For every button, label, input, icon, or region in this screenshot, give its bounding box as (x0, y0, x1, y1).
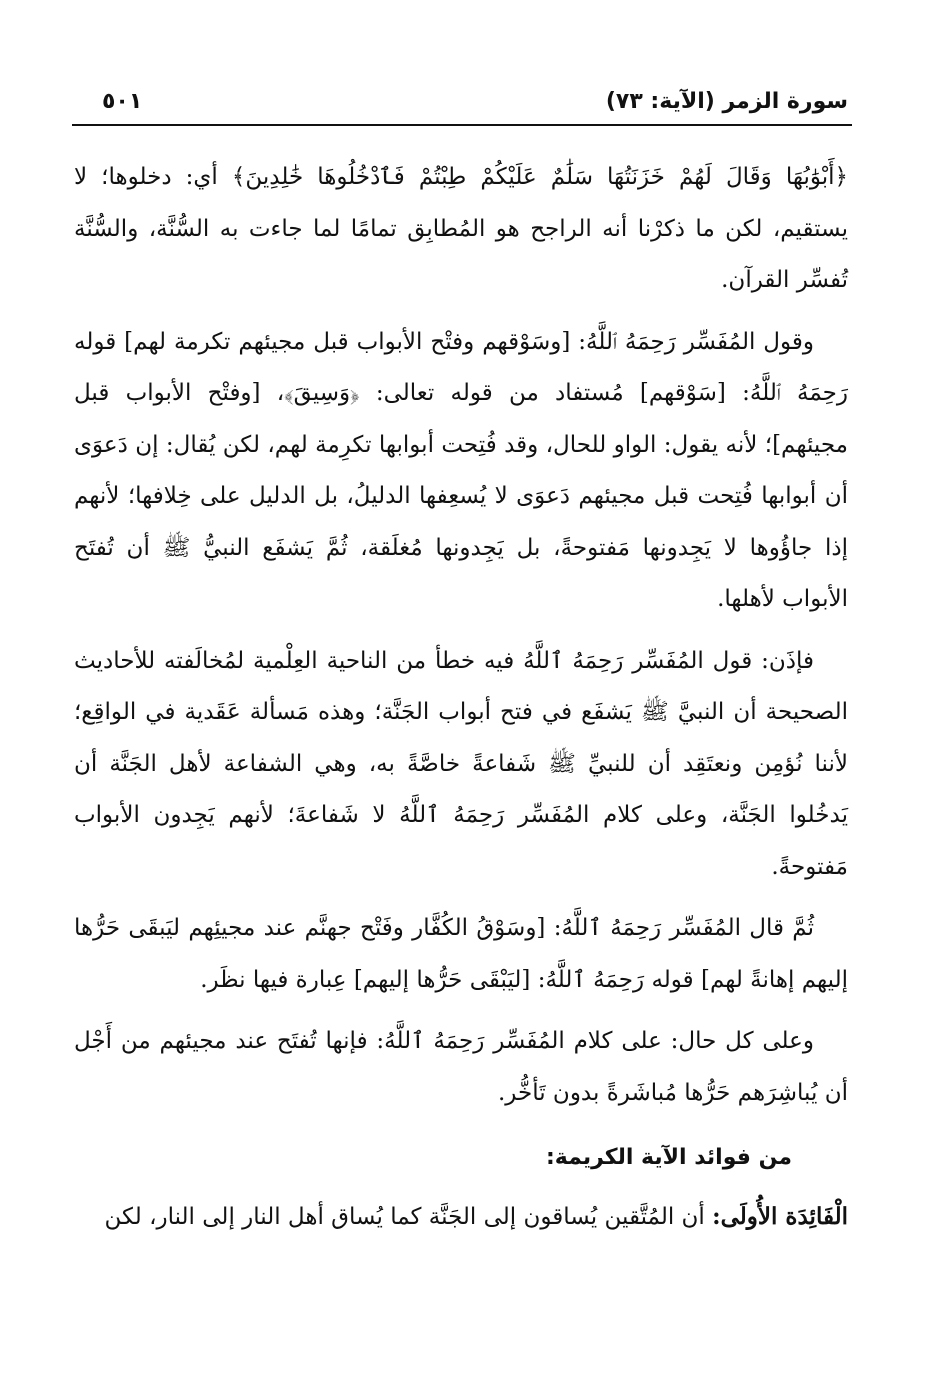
page-header (72, 86, 852, 126)
benefit-text: أن المُتَّقين يُساقون إلى الجَنَّة كما يُساق أهل النار إلى النار، لكن (104, 1204, 705, 1230)
section-heading: من فوائد الآية الكريمة: (545, 1145, 792, 1170)
paragraph-2: وقول المُفَسِّر رَحِمَهُ ٱللَّهُ: [وسَوْقهم وفتْح الأبواب قبل مجيئهم تكرمة لهم] قوله رَحِمَهُ ٱللَّهُ: [سَوْقهم] مُستفاد من قوله تعالى: ﴿وَسِيقَ﴾، [وفتْح الأبواب قبل مجيئهم]؛ لأنه يقول: الواو للحال، وقد فُتِحت أبوابها تكرِمة لهم، لكن يُقال: إن دَعوَى أن أبوابها فُتِحت قبل مجيئهم دَعوَى لا يُسعِفها الدليلُ، بل الدليل على خِلافها؛ لأنهم إذا جاؤُوها لا يَجِدونها مَفتوحةً، بل يَجِدونها مُغلَقة، ثُمَّ يَشفَع النبيُّ ﷺ أن تُفتَح الأبواب لأهلها. (74, 328, 848, 612)
header-divider (72, 124, 852, 126)
page-number: ٥٠١ (102, 89, 143, 114)
running-title: سورة الزمر (الآية: ٧٣) (605, 89, 848, 114)
paragraph-3: فإذَن: قول المُفَسِّر رَحِمَهُ ٱللَّهُ فيه خطأ من الناحية العِلْمية لمُخالَفته للأحاديث الصحيحة أن النبيَّ ﷺ يَشفَع في فتح أبواب الجَنَّة؛ وهذه مَسألة عَقَدية في الواقِع؛ لأننا نُؤمِن ونعتَقِد أن للنبيِّ ﷺ شَفاعةً خاصَّةً به، وهي الشفاعة لأهل الجَنَّة أن يَدخُلوا الجَنَّة، وعلى كلام المُفَسِّر رَحِمَهُ ٱللَّهُ لا شَفاعةَ؛ لأنهم يَجِدون الأبواب مَفتوحةً. (74, 647, 848, 880)
page-body (74, 152, 848, 1244)
benefit-first-line (74, 1191, 848, 1244)
paragraph-1: ﴿أَبْوَٰبُهَا وَقَالَ لَهُمْ خَزَنَتُهَا سَلَٰمٌ عَلَيْكُمْ طِبْتُمْ فَٱدْخُلُوهَا خَٰلِدِينَ﴾ أي: دخلوها؛ لا يستقيم، لكن ما ذكرْنا أنه الراجح هو المُطابِق تمامًا لما جاءت به السُّنَّة، والسُّنَّة تُفسِّر القرآن. (74, 164, 848, 293)
benefit-lead: الْفَائِدَة الأُولَى: (712, 1203, 848, 1230)
paragraph-5: وعلى كل حال: على كلام المُفَسِّر رَحِمَهُ ٱللَّهُ: فإنها تُفتَح عند مجيئهم من أَجْل أن يُباشِرَهم حَرُّها مُباشَرةً بدون تَأخُّر. (74, 1028, 848, 1106)
paragraph-4: ثُمَّ قال المُفَسِّر رَحِمَهُ ٱللَّهُ: [وسَوْقُ الكُفَّار وفَتْح جهنَّم عند مجيئِهم ليَبقَى حَرُّها إليهم إهانةً لهم] قوله رَحِمَهُ ٱللَّهُ: [ليَبْقَى حَرُّها إليهم] عِبارة فيها نظَر. (74, 915, 848, 993)
